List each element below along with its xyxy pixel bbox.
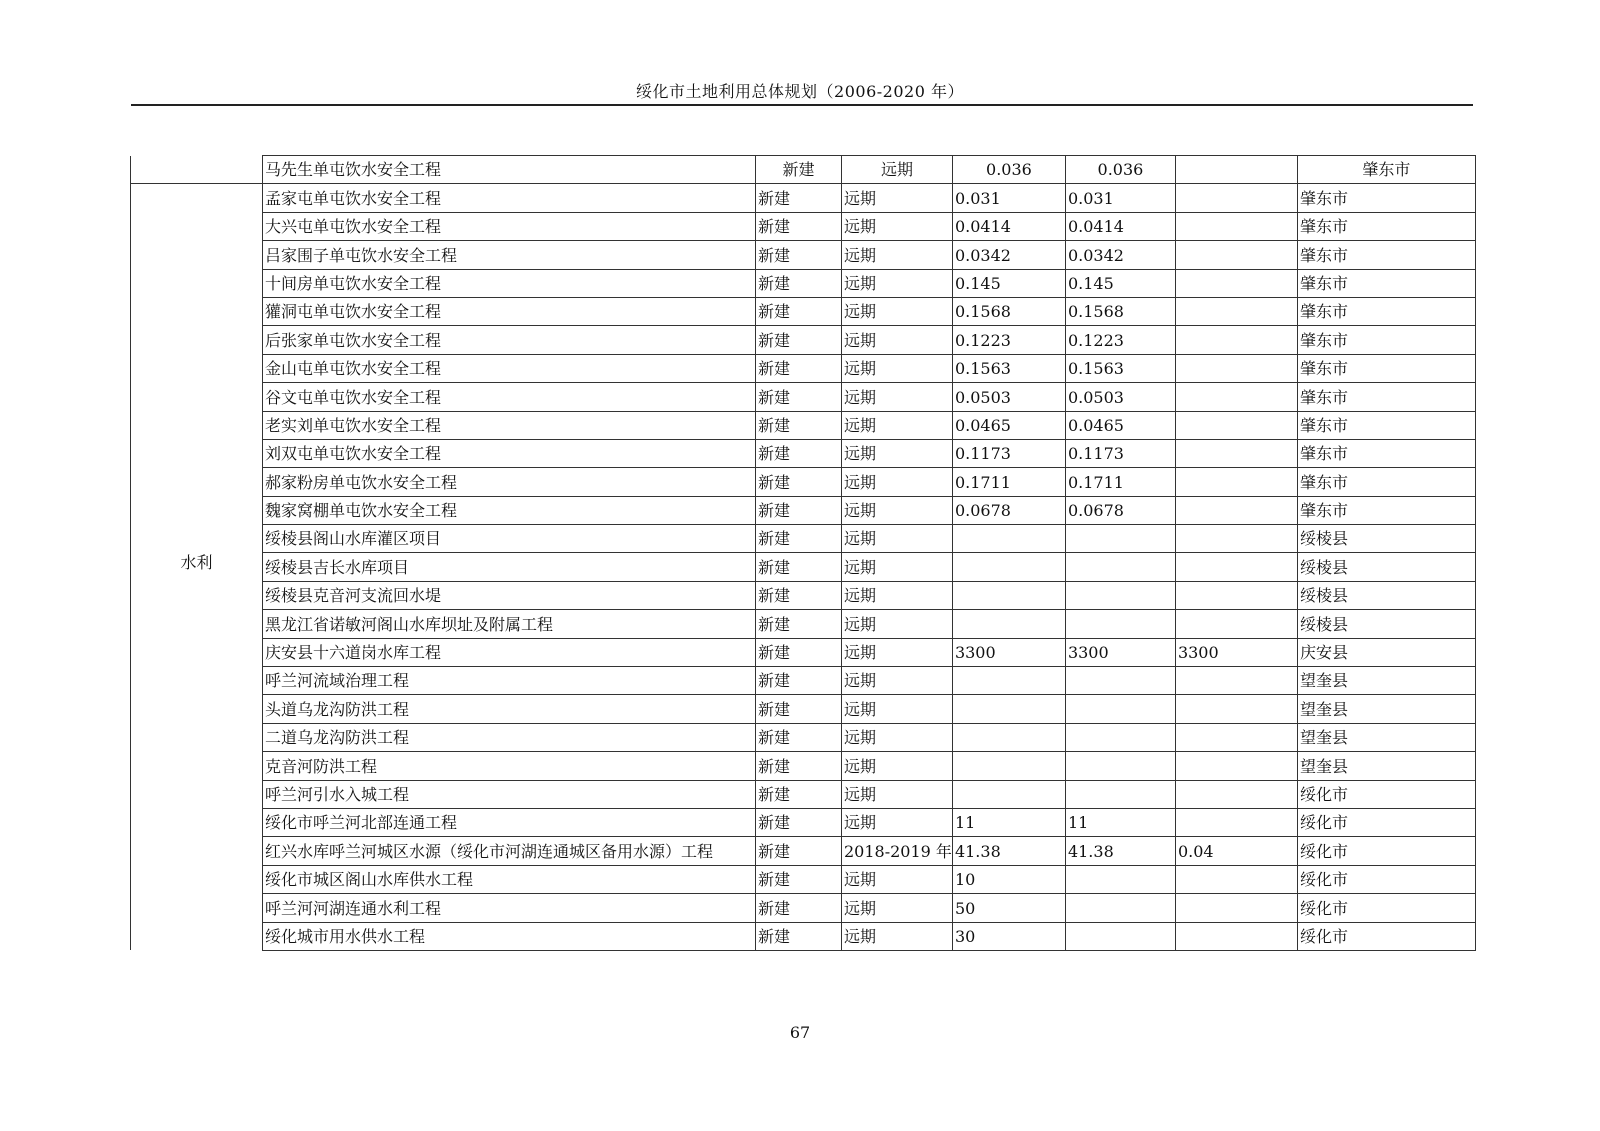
project-name-cell: 二道乌龙沟防洪工程 — [263, 723, 756, 751]
value-1-cell: 41.38 — [952, 837, 1065, 865]
location-cell: 望奎县 — [1297, 752, 1475, 780]
value-2-cell: 0.0342 — [1065, 241, 1175, 269]
project-name-cell: 郝家粉房单屯饮水安全工程 — [263, 468, 756, 496]
location-cell: 绥化市 — [1297, 894, 1475, 922]
header-divider — [131, 104, 1473, 106]
value-2-cell: 0.1711 — [1065, 468, 1175, 496]
table-row — [131, 468, 1476, 496]
project-table-body — [131, 156, 1476, 951]
project-name-cell: 呼兰河引水入城工程 — [263, 780, 756, 808]
value-1-cell: 3300 — [952, 638, 1065, 666]
period-cell: 远期 — [842, 439, 953, 467]
construction-type-cell: 新建 — [756, 837, 842, 865]
table-row — [131, 383, 1476, 411]
table-row — [131, 439, 1476, 467]
value-3-cell — [1175, 525, 1297, 553]
table-row — [131, 837, 1476, 865]
value-1-cell — [952, 723, 1065, 751]
value-3-cell — [1175, 581, 1297, 609]
construction-type-cell: 新建 — [756, 354, 842, 382]
value-3-cell — [1175, 695, 1297, 723]
period-cell: 远期 — [842, 808, 953, 836]
table-row — [131, 184, 1476, 212]
location-cell: 绥棱县 — [1297, 553, 1475, 581]
location-cell: 望奎县 — [1297, 723, 1475, 751]
period-cell: 远期 — [842, 553, 953, 581]
table-row — [131, 212, 1476, 240]
project-name-cell: 黑龙江省诺敏河阁山水库坝址及附属工程 — [263, 610, 756, 638]
value-2-cell: 0.1563 — [1065, 354, 1175, 382]
location-cell: 绥棱县 — [1297, 525, 1475, 553]
table-row — [131, 667, 1476, 695]
location-cell: 肇东市 — [1297, 326, 1475, 354]
project-name-cell: 绥化市呼兰河北部连通工程 — [263, 808, 756, 836]
value-3-cell — [1175, 297, 1297, 325]
value-1-cell: 0.0342 — [952, 241, 1065, 269]
value-2-cell: 0.1173 — [1065, 439, 1175, 467]
table-row — [131, 411, 1476, 439]
value-3-cell — [1175, 468, 1297, 496]
value-1-cell — [952, 525, 1065, 553]
value-1-cell: 11 — [952, 808, 1065, 836]
construction-type-cell: 新建 — [756, 156, 842, 184]
project-name-cell: 大兴屯单屯饮水安全工程 — [263, 212, 756, 240]
value-1-cell: 0.0678 — [952, 496, 1065, 524]
construction-type-cell: 新建 — [756, 610, 842, 638]
construction-type-cell: 新建 — [756, 723, 842, 751]
table-row — [131, 894, 1476, 922]
period-cell: 远期 — [842, 865, 953, 893]
value-1-cell: 10 — [952, 865, 1065, 893]
period-cell: 远期 — [842, 638, 953, 666]
value-2-cell — [1065, 922, 1175, 950]
table-row — [131, 780, 1476, 808]
category-cell-continued — [131, 156, 263, 184]
value-3-cell — [1175, 156, 1297, 184]
value-1-cell — [952, 667, 1065, 695]
construction-type-cell: 新建 — [756, 297, 842, 325]
location-cell: 绥棱县 — [1297, 581, 1475, 609]
period-cell: 远期 — [842, 496, 953, 524]
project-name-cell: 克音河防洪工程 — [263, 752, 756, 780]
page-number: 67 — [789, 1023, 811, 1042]
project-name-cell: 后张家单屯饮水安全工程 — [263, 326, 756, 354]
location-cell: 庆安县 — [1297, 638, 1475, 666]
project-table — [130, 155, 1476, 951]
table-row — [131, 553, 1476, 581]
value-1-cell: 0.0414 — [952, 212, 1065, 240]
value-3-cell — [1175, 269, 1297, 297]
value-2-cell: 0.0678 — [1065, 496, 1175, 524]
period-cell: 远期 — [842, 297, 953, 325]
location-cell: 肇东市 — [1297, 468, 1475, 496]
table-row — [131, 610, 1476, 638]
period-cell: 远期 — [842, 610, 953, 638]
construction-type-cell: 新建 — [756, 752, 842, 780]
period-cell: 远期 — [842, 184, 953, 212]
table-row — [131, 695, 1476, 723]
period-cell: 2018-2019 年 — [842, 837, 953, 865]
table-row — [131, 241, 1476, 269]
project-name-cell: 十间房单屯饮水安全工程 — [263, 269, 756, 297]
value-2-cell — [1065, 581, 1175, 609]
project-name-cell: 刘双屯单屯饮水安全工程 — [263, 439, 756, 467]
construction-type-cell: 新建 — [756, 638, 842, 666]
construction-type-cell: 新建 — [756, 184, 842, 212]
construction-type-cell: 新建 — [756, 269, 842, 297]
location-cell: 肇东市 — [1297, 439, 1475, 467]
location-cell: 肇东市 — [1297, 411, 1475, 439]
value-1-cell — [952, 752, 1065, 780]
period-cell: 远期 — [842, 156, 953, 184]
project-name-cell: 呼兰河河湖连通水利工程 — [263, 894, 756, 922]
value-3-cell — [1175, 922, 1297, 950]
value-2-cell: 0.145 — [1065, 269, 1175, 297]
value-3-cell — [1175, 354, 1297, 382]
project-name-cell: 绥棱县吉长水库项目 — [263, 553, 756, 581]
table-row — [131, 922, 1476, 950]
value-1-cell: 0.1173 — [952, 439, 1065, 467]
value-3-cell — [1175, 241, 1297, 269]
table-row — [131, 752, 1476, 780]
project-name-cell: 马先生单屯饮水安全工程 — [263, 156, 756, 184]
value-1-cell — [952, 581, 1065, 609]
value-3-cell: 3300 — [1175, 638, 1297, 666]
construction-type-cell: 新建 — [756, 695, 842, 723]
construction-type-cell: 新建 — [756, 468, 842, 496]
construction-type-cell: 新建 — [756, 808, 842, 836]
table-row — [131, 496, 1476, 524]
period-cell: 远期 — [842, 525, 953, 553]
table-row — [131, 581, 1476, 609]
table-row — [131, 269, 1476, 297]
value-2-cell: 0.1568 — [1065, 297, 1175, 325]
value-2-cell — [1065, 610, 1175, 638]
value-1-cell: 0.1563 — [952, 354, 1065, 382]
value-1-cell: 0.1223 — [952, 326, 1065, 354]
project-name-cell: 呼兰河流域治理工程 — [263, 667, 756, 695]
construction-type-cell: 新建 — [756, 411, 842, 439]
table-row — [131, 354, 1476, 382]
location-cell: 肇东市 — [1297, 297, 1475, 325]
value-2-cell: 0.0414 — [1065, 212, 1175, 240]
period-cell: 远期 — [842, 922, 953, 950]
project-name-cell: 绥化城市用水供水工程 — [263, 922, 756, 950]
construction-type-cell: 新建 — [756, 581, 842, 609]
value-2-cell: 0.031 — [1065, 184, 1175, 212]
location-cell: 肇东市 — [1297, 383, 1475, 411]
page-header-title: 绥化市土地利用总体规划（2006-2020 年） — [636, 82, 964, 101]
value-2-cell — [1065, 780, 1175, 808]
value-2-cell — [1065, 865, 1175, 893]
value-1-cell: 0.1711 — [952, 468, 1065, 496]
value-1-cell: 50 — [952, 894, 1065, 922]
value-2-cell: 11 — [1065, 808, 1175, 836]
value-1-cell: 0.0503 — [952, 383, 1065, 411]
construction-type-cell: 新建 — [756, 212, 842, 240]
construction-type-cell: 新建 — [756, 894, 842, 922]
value-3-cell: 0.04 — [1175, 837, 1297, 865]
category-cell: 水利 — [131, 184, 263, 951]
value-3-cell — [1175, 411, 1297, 439]
period-cell: 远期 — [842, 468, 953, 496]
value-1-cell — [952, 780, 1065, 808]
table-row — [131, 326, 1476, 354]
project-name-cell: 绥棱县克音河支流回水堤 — [263, 581, 756, 609]
value-3-cell — [1175, 894, 1297, 922]
table-row — [131, 723, 1476, 751]
period-cell: 远期 — [842, 723, 953, 751]
value-2-cell: 41.38 — [1065, 837, 1175, 865]
value-2-cell — [1065, 695, 1175, 723]
project-name-cell: 獾洞屯单屯饮水安全工程 — [263, 297, 756, 325]
location-cell: 肇东市 — [1297, 156, 1475, 184]
location-cell: 绥棱县 — [1297, 610, 1475, 638]
project-name-cell: 吕家围子单屯饮水安全工程 — [263, 241, 756, 269]
value-3-cell — [1175, 752, 1297, 780]
value-1-cell: 0.0465 — [952, 411, 1065, 439]
value-1-cell — [952, 695, 1065, 723]
value-2-cell: 0.1223 — [1065, 326, 1175, 354]
period-cell: 远期 — [842, 894, 953, 922]
period-cell: 远期 — [842, 269, 953, 297]
value-2-cell — [1065, 525, 1175, 553]
value-3-cell — [1175, 326, 1297, 354]
value-3-cell — [1175, 184, 1297, 212]
period-cell: 远期 — [842, 383, 953, 411]
project-name-cell: 绥棱县阁山水库灌区项目 — [263, 525, 756, 553]
location-cell: 绥化市 — [1297, 808, 1475, 836]
value-3-cell — [1175, 553, 1297, 581]
construction-type-cell: 新建 — [756, 439, 842, 467]
location-cell: 绥化市 — [1297, 865, 1475, 893]
value-2-cell: 3300 — [1065, 638, 1175, 666]
project-name-cell: 庆安县十六道岗水库工程 — [263, 638, 756, 666]
value-3-cell — [1175, 780, 1297, 808]
period-cell: 远期 — [842, 581, 953, 609]
project-name-cell: 魏家窝棚单屯饮水安全工程 — [263, 496, 756, 524]
location-cell: 绥化市 — [1297, 922, 1475, 950]
location-cell: 望奎县 — [1297, 695, 1475, 723]
value-2-cell: 0.0503 — [1065, 383, 1175, 411]
construction-type-cell: 新建 — [756, 241, 842, 269]
location-cell: 绥化市 — [1297, 837, 1475, 865]
period-cell: 远期 — [842, 752, 953, 780]
table-row — [131, 297, 1476, 325]
construction-type-cell: 新建 — [756, 496, 842, 524]
project-name-cell: 头道乌龙沟防洪工程 — [263, 695, 756, 723]
location-cell: 望奎县 — [1297, 667, 1475, 695]
table-row — [131, 865, 1476, 893]
value-3-cell — [1175, 439, 1297, 467]
value-3-cell — [1175, 212, 1297, 240]
location-cell: 肇东市 — [1297, 184, 1475, 212]
value-3-cell — [1175, 667, 1297, 695]
value-1-cell: 0.145 — [952, 269, 1065, 297]
location-cell: 肇东市 — [1297, 354, 1475, 382]
location-cell: 肇东市 — [1297, 241, 1475, 269]
value-1-cell — [952, 610, 1065, 638]
period-cell: 远期 — [842, 667, 953, 695]
project-name-cell: 金山屯单屯饮水安全工程 — [263, 354, 756, 382]
project-name-cell: 绥化市城区阁山水库供水工程 — [263, 865, 756, 893]
value-2-cell — [1065, 723, 1175, 751]
value-1-cell: 0.1568 — [952, 297, 1065, 325]
value-2-cell — [1065, 667, 1175, 695]
construction-type-cell: 新建 — [756, 326, 842, 354]
construction-type-cell: 新建 — [756, 667, 842, 695]
value-2-cell: 0.036 — [1065, 156, 1175, 184]
table-row — [131, 638, 1476, 666]
location-cell: 肇东市 — [1297, 269, 1475, 297]
location-cell: 肇东市 — [1297, 212, 1475, 240]
project-name-cell: 谷文屯单屯饮水安全工程 — [263, 383, 756, 411]
value-1-cell — [952, 553, 1065, 581]
construction-type-cell: 新建 — [756, 525, 842, 553]
value-1-cell: 0.036 — [952, 156, 1065, 184]
construction-type-cell: 新建 — [756, 922, 842, 950]
value-3-cell — [1175, 808, 1297, 836]
project-name-cell: 老实刘单屯饮水安全工程 — [263, 411, 756, 439]
value-1-cell: 30 — [952, 922, 1065, 950]
construction-type-cell: 新建 — [756, 780, 842, 808]
value-3-cell — [1175, 865, 1297, 893]
value-3-cell — [1175, 610, 1297, 638]
period-cell: 远期 — [842, 241, 953, 269]
value-2-cell — [1065, 553, 1175, 581]
period-cell: 远期 — [842, 354, 953, 382]
location-cell: 绥化市 — [1297, 780, 1475, 808]
period-cell: 远期 — [842, 326, 953, 354]
value-2-cell: 0.0465 — [1065, 411, 1175, 439]
construction-type-cell: 新建 — [756, 553, 842, 581]
period-cell: 远期 — [842, 780, 953, 808]
construction-type-cell: 新建 — [756, 383, 842, 411]
period-cell: 远期 — [842, 695, 953, 723]
value-3-cell — [1175, 383, 1297, 411]
construction-type-cell: 新建 — [756, 865, 842, 893]
project-name-cell: 孟家屯单屯饮水安全工程 — [263, 184, 756, 212]
value-3-cell — [1175, 496, 1297, 524]
period-cell: 远期 — [842, 212, 953, 240]
value-2-cell — [1065, 894, 1175, 922]
value-1-cell: 0.031 — [952, 184, 1065, 212]
table-row — [131, 156, 1476, 184]
project-name-cell: 红兴水库呼兰河城区水源（绥化市河湖连通城区备用水源）工程 — [263, 837, 756, 865]
table-row — [131, 525, 1476, 553]
period-cell: 远期 — [842, 411, 953, 439]
value-2-cell — [1065, 752, 1175, 780]
table-row — [131, 808, 1476, 836]
value-3-cell — [1175, 723, 1297, 751]
location-cell: 肇东市 — [1297, 496, 1475, 524]
